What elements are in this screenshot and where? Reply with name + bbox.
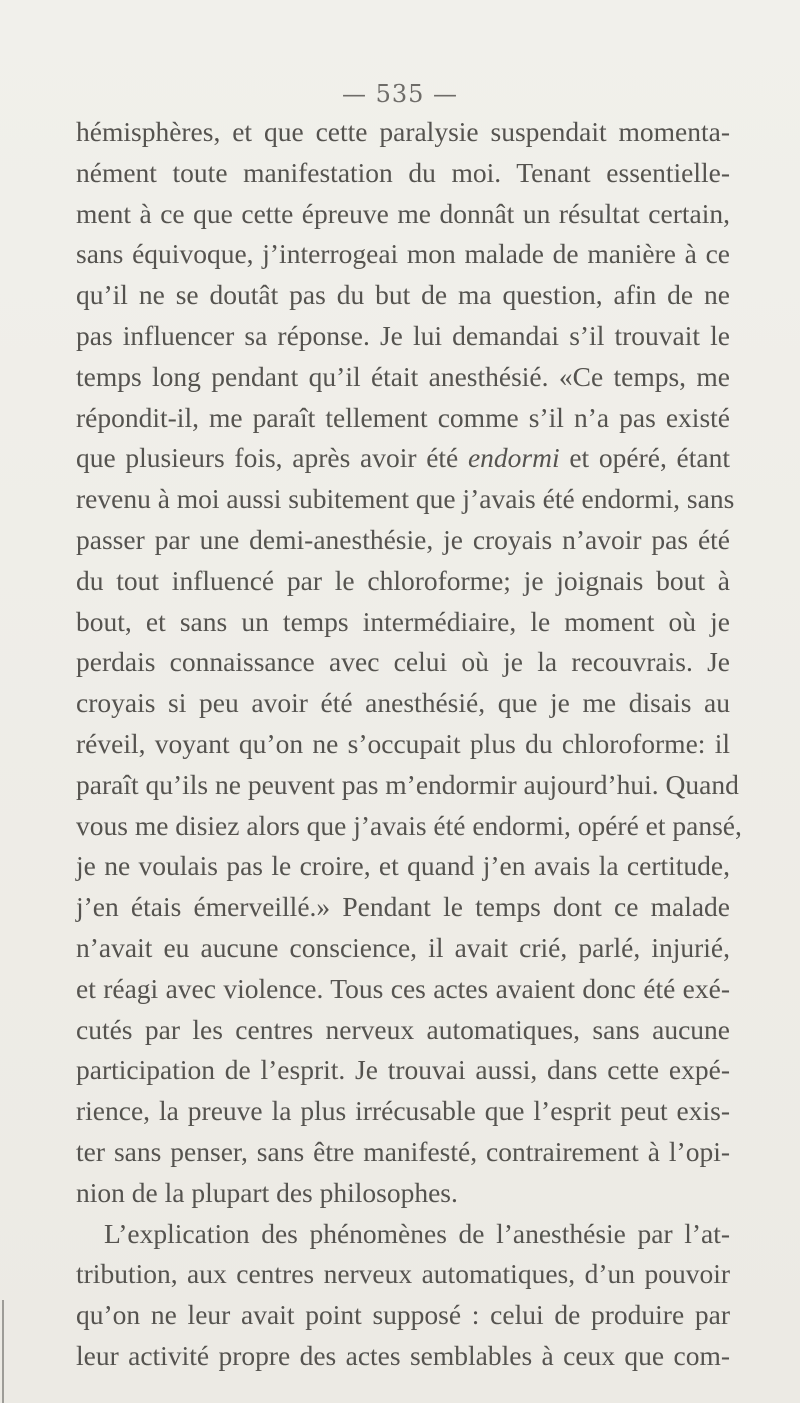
text-line: tribution, aux centres nerveux automatiques, d’un pouvoir [76,1258,730,1290]
text-line: qu’on ne leur avait point supposé : celui de produire par [76,1299,730,1331]
text-line: ter sans penser, sans être manifesté, contrairement à l’opi- [76,1135,730,1167]
text-line: hémisphères, et que cette paralysie suspendait momenta- [76,116,730,147]
text-line: bout, et sans un temps intermédiaire, le moment où je [76,605,730,637]
text-line [76,438,730,479]
text-line: passer par une demi-anesthésie, je croyais n’avoir pas été [76,523,730,555]
text-line: et réagi avec violence. Tous ces actes avaient donc été exé- [76,972,730,1004]
text-line: j’en étais émerveillé.» Pendant le temps dont ce malade [76,891,730,923]
text-line: L’explication des phénomènes de l’anesthésie par l’at- [104,1217,730,1249]
text-line: vous me disiez alors que j’avais été endormi, opéré et pansé, [76,809,742,841]
text-line: croyais si peu avoir été anesthésié, que je me disais au [76,687,730,719]
text-line: qu’il ne se doutât pas du but de ma question, afin de ne [76,279,730,311]
text-line: participation de l’esprit. Je trouvai aussi, dans cette expé- [76,1054,730,1086]
text-line: paraît qu’ils ne peuvent pas m’endormir aujourd’hui. Quand [76,768,739,800]
text-line: rience, la preuve la plus irrécusable que l’esprit peut exis- [76,1095,730,1127]
text-line: perdais connaissance avec celui où je la recouvrais. Je [76,646,730,678]
text-line: temps long pendant qu’il était anesthésié. «Ce temps, me [76,360,730,392]
text-line: pas influencer sa réponse. Je lui demandai s’il trouvait le [76,319,730,351]
text-line: nément toute manifestation du moi. Tenant essentielle- [76,156,730,188]
text-line: sans équivoque, j’interrogeai mon malade de manière à ce [76,238,730,270]
text-line: je ne voulais pas le croire, et quand j’en avais la certitude, [76,850,730,882]
text-line: n’avait eu aucune conscience, il avait crié, parlé, injurié, [76,931,730,963]
italic-word: endormi [467,442,560,474]
page-number: — 535 — [341,80,459,108]
text-segment: et opéré, étant [559,442,730,474]
text-segment: que plusieurs fois, après avoir été [76,442,468,474]
text-line: ment à ce que cette épreuve me donnât un résultat certain, [76,197,730,229]
body-text [76,112,742,1377]
text-line: revenu à moi aussi subitement que j’avais été endormi, sans [76,483,735,515]
text-line: réveil, voyant qu’on ne s’occupait plus du chloroforme: il [76,727,730,759]
text-line: répondit-il, me paraît tellement comme s’il n’a pas existé [76,401,730,433]
text-line: du tout influencé par le chloroforme; je joignais bout à [76,564,730,596]
text-line: leur activité propre des actes semblables à ceux que com- [76,1339,730,1371]
text-line: cutés par les centres nerveux automatiques, sans aucune [76,1013,730,1045]
page-edge-mark [2,1300,4,1403]
text-line: nion de la plupart des philosophes. [76,1176,458,1208]
